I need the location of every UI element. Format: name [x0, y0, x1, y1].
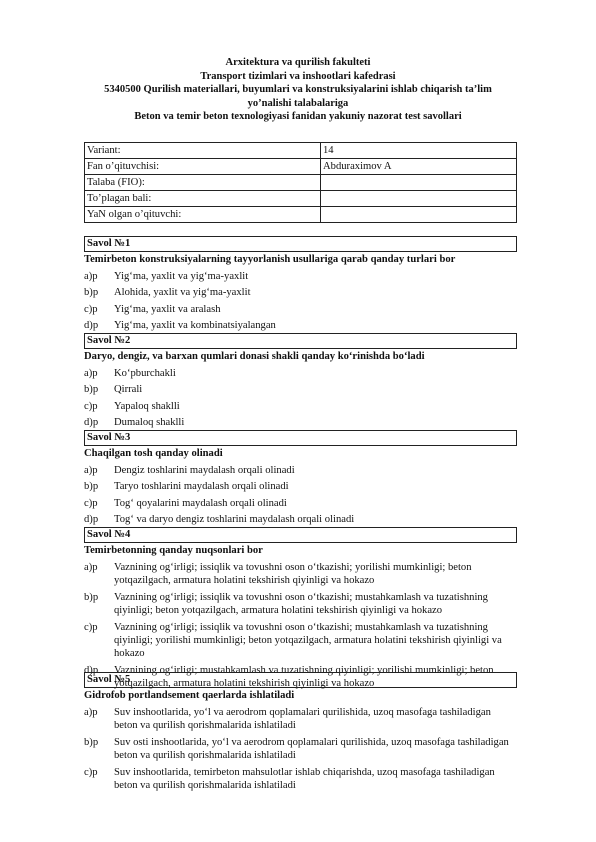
option-key: b)p [84, 287, 99, 299]
answer-option[interactable] [84, 416, 517, 429]
option-key: d)p [84, 320, 99, 332]
option-key: c)p [84, 400, 98, 412]
option-key: a)p [84, 465, 98, 476]
question-text: Temirbeton konstruksiyalarning tayyorlanish usullariga qarab qanday turlari bor [84, 254, 456, 265]
option-text: Dumaloq shaklli [114, 417, 185, 429]
option-text: Taryo toshlarini maydalash orqali olinadi [114, 481, 289, 493]
info-row [85, 175, 517, 191]
answer-option[interactable] [84, 497, 517, 510]
option-key: c)p [84, 303, 98, 315]
option-text: Suv inshootlarida, temirbeton mahsulotlar ishlab chiqarishda, uzoq masofaga tashiladigan beton va qurilish qorishmalarida ishlatiladi [114, 766, 495, 792]
answer-option[interactable] [84, 383, 517, 396]
question-block-3 [84, 430, 517, 527]
answer-option[interactable] [84, 621, 517, 661]
question-number: Savol №2 [84, 333, 517, 349]
option-key: b)p [84, 384, 99, 396]
info-label-teacher: Fan o’qituvchisi: [85, 159, 321, 175]
option-text: Vaznining og‘irligi; mustahkamlash va tuzatishning qiyinligi; yorilishi mumkinligi; beton yotqazilgach, armatura holatini tekshirish qiyinligi va hokazo [114, 664, 494, 690]
question-text: Chaqilgan tosh qanday olinadi [84, 448, 223, 459]
info-table [84, 142, 517, 223]
option-text: Yapaloq shaklli [114, 400, 180, 412]
option-key: a)p [84, 368, 98, 379]
answer-option[interactable] [84, 367, 517, 380]
info-value-student [321, 175, 517, 191]
option-key: a)p [84, 562, 98, 573]
department-title: Transport tizimlari va inshootlari kafedrasi [200, 70, 396, 82]
info-value-teacher: Abduraximov A [321, 159, 517, 175]
info-row [85, 159, 517, 175]
question-number: Savol №1 [84, 236, 517, 252]
question-number: Savol №5 [84, 672, 517, 688]
info-row [85, 207, 517, 223]
answer-option[interactable] [84, 766, 517, 793]
info-label-score: To’plagan bali: [85, 191, 321, 207]
info-label-variant: Variant: [85, 143, 321, 159]
option-text: Dengiz toshlarini maydalash orqali olinadi [114, 465, 295, 476]
option-text: Tog‘ va daryo dengiz toshlarini maydalash orqali olinadi [114, 514, 355, 526]
option-text: Ko‘pburchakli [114, 368, 176, 379]
info-label-examiner: YaN olgan o’qituvchi: [85, 207, 321, 223]
question-text: Temirbetonning qanday nuqsonlari bor [84, 545, 263, 556]
answer-option[interactable] [84, 561, 517, 588]
option-key: c)p [84, 621, 98, 633]
answer-option[interactable] [84, 480, 517, 493]
option-key: d)p [84, 417, 99, 429]
option-key: b)p [84, 736, 99, 748]
info-value-score [321, 191, 517, 207]
question-number: Savol №4 [84, 527, 517, 543]
program-title: 5340500 Qurilish materiallari, buyumlari va konstruksiyalarini ishlab chiqarish ta’lim [104, 84, 492, 96]
info-row [85, 191, 517, 207]
answer-option[interactable] [84, 513, 517, 526]
option-text: Suv osti inshootlarida, yo‘l va aerodrom qoplamalari qurilishida, uzoq masofaga tashiladigan beton va qurilish qorishmalarida ishlatiladi [114, 736, 509, 762]
answer-option[interactable] [84, 591, 517, 618]
option-text: Yig‘ma, yaxlit va yig‘ma-yaxlit [114, 271, 249, 282]
document-header [84, 56, 512, 124]
answer-option[interactable] [84, 286, 517, 299]
answer-option[interactable] [84, 736, 517, 763]
option-text: Vaznining og‘irligi; issiqlik va tovushni oson o‘tkazishi; mustahkamlash va tuzatishning qiyinligi; beton yotqazilgach, armatura holatini tekshirish qiyinligi va hokazo [114, 591, 488, 617]
option-key: d)p [84, 514, 99, 526]
answer-option[interactable] [84, 464, 517, 477]
option-key: b)p [84, 481, 99, 493]
answer-option[interactable] [84, 319, 517, 332]
option-text: Vaznining og‘irligi; issiqlik va tovushni oson o‘tkazishi; yorilishi mumkinligi; beton yotqazilgach, armatura holatini tekshirish qiyinligi va hokazo [114, 562, 472, 587]
option-text: Tog‘ qoyalarini maydalash orqali olinadi [114, 497, 287, 509]
answer-option[interactable] [84, 706, 517, 733]
option-key: a)p [84, 271, 98, 282]
question-text: Daryo, dengiz, va barxan qumlari donasi shakli qanday ko‘rinishda bo‘ladi [84, 351, 425, 362]
program-subtitle: yo’nalishi talabalariga [247, 97, 349, 109]
info-value-variant: 14 [321, 143, 517, 159]
option-text: Vaznining og‘irligi; issiqlik va tovushni oson o‘tkazishi; mustahkamlash va tuzatishning qiyinligi; yorilishi mumkinligi; beton yotqazilgach, armatura holatini tekshirish qiyinligi va hokazo [114, 621, 502, 660]
option-text: Qirrali [114, 384, 143, 396]
question-block-2 [84, 333, 517, 430]
option-text: Yig‘ma, yaxlit va kombinatsiyalangan [114, 320, 276, 332]
question-text: Gidrofob portlandsement qaerlarda ishlatiladi [84, 690, 295, 701]
answer-option[interactable] [84, 303, 517, 316]
option-text: Alohida, yaxlit va yig‘ma-yaxlit [114, 287, 251, 299]
test-title: Beton va temir beton texnologiyasi fanidan yakuniy nazorat test savollari [134, 111, 462, 123]
question-number: Savol №3 [84, 430, 517, 446]
option-key: a)p [84, 707, 98, 718]
option-text: Suv inshootlarida, yo‘l va aerodrom qoplamalari qurilishida, uzoq masofaga tashiladigan beton va qurilish qorishmalarida ishlatiladi [114, 707, 491, 732]
option-key: d)p [84, 664, 99, 676]
info-label-student: Talaba (FIO): [85, 175, 321, 191]
question-block-4 [84, 527, 517, 691]
option-key: b)p [84, 591, 99, 603]
info-value-examiner [321, 207, 517, 223]
info-row [85, 143, 517, 159]
question-block-1 [84, 236, 517, 333]
answer-option[interactable] [84, 270, 517, 283]
faculty-title: Arxitektura va qurilish fakulteti [225, 57, 371, 68]
option-text: Yig‘ma, yaxlit va aralash [114, 303, 221, 315]
option-key: c)p [84, 766, 98, 778]
option-key: c)p [84, 497, 98, 509]
question-block-5 [84, 672, 517, 792]
answer-option[interactable] [84, 400, 517, 413]
